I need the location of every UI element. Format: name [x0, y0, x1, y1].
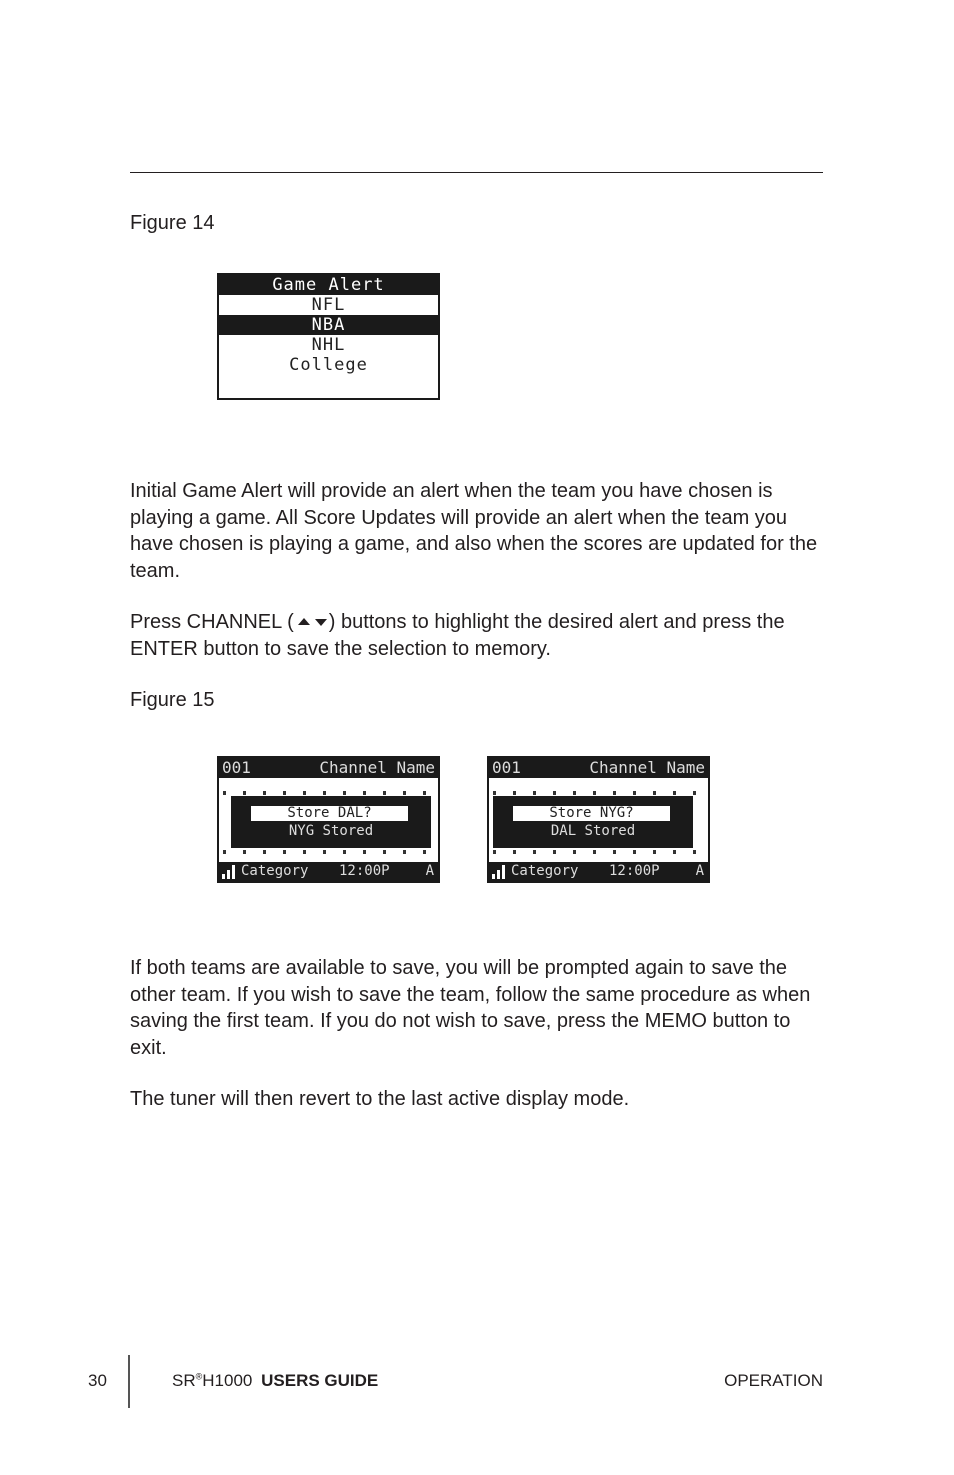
clock: 12:00P	[609, 863, 660, 879]
store-prompt: Store DAL?	[251, 806, 408, 821]
screen-header	[219, 758, 438, 778]
stored-status: DAL Stored	[550, 823, 636, 839]
paragraph-revert: The tuner will then revert to the last active display mode.	[130, 1088, 630, 1110]
store-prompt-popup	[493, 796, 693, 848]
screen-footer	[489, 862, 708, 881]
arrow-up-icon	[298, 618, 310, 625]
category-label: Category	[511, 863, 579, 879]
dot-row	[223, 850, 433, 854]
channel-name: Channel Name	[589, 758, 705, 777]
guide-title: USERS GUIDE	[261, 1371, 379, 1390]
screen-header	[489, 758, 708, 778]
product-title	[172, 1371, 378, 1391]
clock: 12:00P	[339, 863, 390, 879]
menu-item-nba-selected: NBA	[219, 315, 438, 335]
paragraph-channel-instructions	[130, 609, 820, 662]
stored-status: NYG Stored	[288, 823, 374, 839]
figure-15-label: Figure 15	[130, 689, 215, 711]
top-rule	[130, 172, 823, 173]
antenna-indicator: A	[695, 863, 704, 879]
menu-item-nhl: NHL	[311, 335, 346, 355]
dot-row	[223, 791, 433, 795]
paragraph-alert-types: Initial Game Alert will provide an alert when the team you have chosen is playing a game. All Score Updates will provide an alert when the team you have chosen is playing a game, and also when the scores are updated for the team.	[130, 480, 818, 582]
instruction-after: ) buttons to highlight the desired alert and press the ENTER button to save the selection to memory.	[130, 611, 785, 660]
screen-footer	[219, 862, 438, 881]
instruction-before: Press CHANNEL (	[130, 611, 294, 633]
store-team-screen-2	[487, 756, 710, 883]
arrow-down-icon	[315, 619, 327, 626]
paragraph-both-teams: If both teams are available to save, you will be prompted again to save the other team. If you wish to save the team, follow the same procedure as when saving the first team. If you do not wish to save, press the MEMO button to exit.	[130, 957, 811, 1059]
figure-14-label: Figure 14	[130, 212, 215, 234]
antenna-indicator: A	[425, 863, 434, 879]
category-label: Category	[241, 863, 309, 879]
signal-bars-icon	[492, 860, 507, 879]
dot-row	[493, 791, 703, 795]
product-prefix: SR	[172, 1371, 196, 1390]
dot-row	[493, 850, 703, 854]
footer-divider	[128, 1355, 130, 1408]
product-model: H1000	[202, 1371, 253, 1390]
game-alert-title: Game Alert	[219, 275, 438, 295]
game-alert-screen	[217, 273, 440, 400]
registered-mark: ®	[195, 1371, 203, 1382]
channel-number: 001	[492, 758, 521, 777]
store-team-screen-1	[217, 756, 440, 883]
store-prompt-popup	[231, 796, 431, 848]
signal-bars-icon	[222, 860, 237, 879]
menu-item-nfl: NFL	[311, 295, 346, 315]
store-prompt: Store NYG?	[513, 806, 670, 821]
menu-item-college: College	[289, 355, 368, 375]
page-number: 30	[88, 1371, 107, 1390]
section-name: OPERATION	[724, 1371, 823, 1390]
channel-number: 001	[222, 758, 251, 777]
channel-name: Channel Name	[319, 758, 435, 777]
